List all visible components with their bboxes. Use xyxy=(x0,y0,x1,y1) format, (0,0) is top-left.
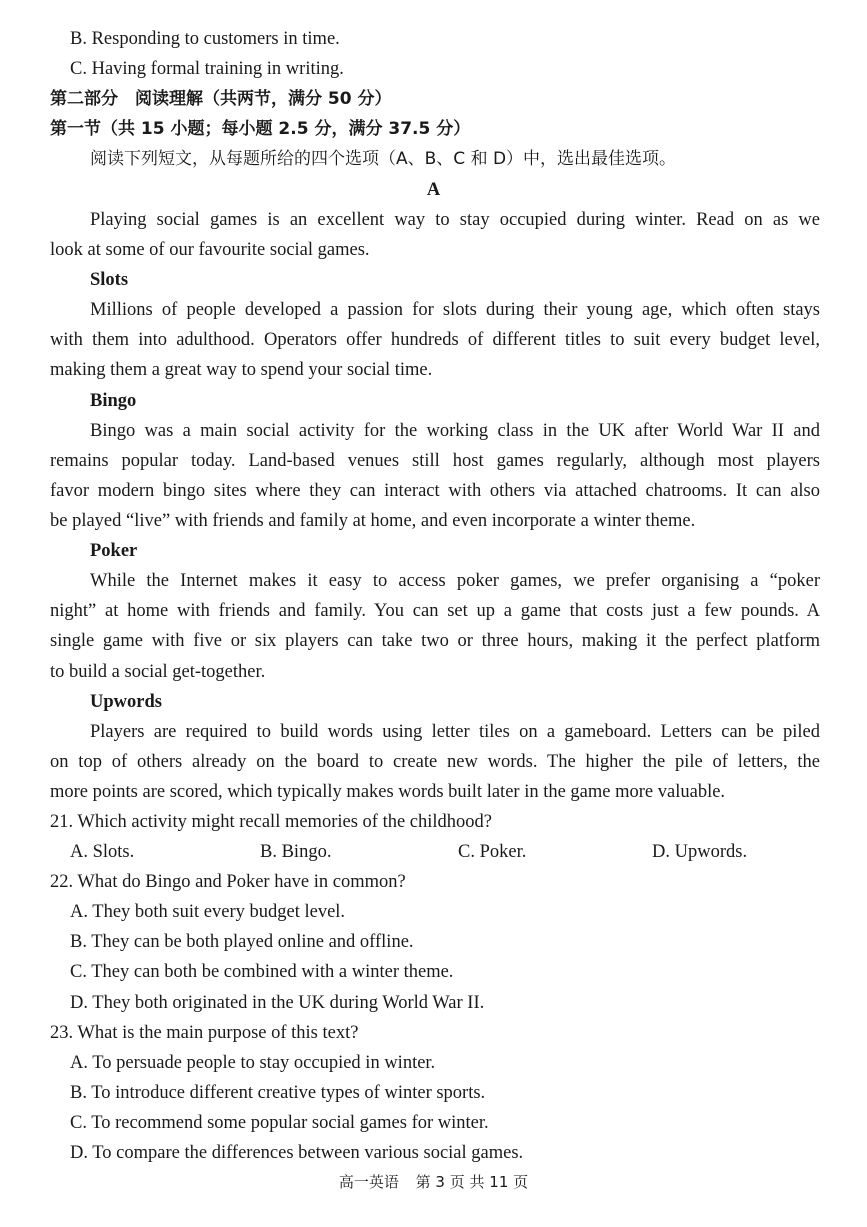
slots-title: Slots xyxy=(90,270,129,290)
q23-option-c: C. To recommend some popular social games for winter. xyxy=(70,1113,489,1133)
q23-option-b: B. To introduce different creative types of winter sports. xyxy=(70,1083,486,1103)
q23-option-a: A. To persuade people to stay occupied in winter. xyxy=(70,1053,436,1073)
q21-option-b: B. Bingo. xyxy=(260,842,332,862)
q21-option-d: D. Upwords. xyxy=(652,842,748,862)
q23-stem: 23. What is the main purpose of this text? xyxy=(50,1023,359,1043)
q23-option-d: D. To compare the differences between various social games. xyxy=(70,1143,524,1163)
q22-option-c: C. They can both be combined with a winter theme. xyxy=(70,962,454,982)
poker-line: to build a social get-together. xyxy=(50,662,266,682)
footer-page-number: 第 3 页 共 11 页 xyxy=(415,1173,529,1191)
q22-option-d: D. They both originated in the UK during World War II. xyxy=(70,993,485,1013)
slots-line: with them into adulthood. Operators offer hundreds of different titles to suit every budget level, xyxy=(50,330,820,350)
footer-subject: 高一英语 xyxy=(338,1173,399,1191)
prev-option-b: B. Responding to customers in time. xyxy=(70,29,340,49)
bingo-line: be played “live” with friends and family at home, and even incorporate a winter theme. xyxy=(50,511,696,531)
passage-label: A xyxy=(426,180,441,200)
q22-stem: 22. What do Bingo and Poker have in common? xyxy=(50,872,406,892)
bingo-line: Bingo was a main social activity for the working class in the UK after World War II and xyxy=(90,421,820,441)
q21-option-a: A. Slots. xyxy=(70,842,135,862)
instruction: 阅读下列短文，从每题所给的四个选项（A、B、C 和 D）中，选出最佳选项。 xyxy=(90,149,677,169)
upwords-line: more points are scored, which typically makes words built later in the game more valuable. xyxy=(50,782,726,802)
upwords-line: Players are required to build words using letter tiles on a gameboard. Letters can be piled xyxy=(90,722,820,742)
slots-line: Millions of people developed a passion for slots during their young age, which often stays xyxy=(90,300,820,320)
bingo-line: remains popular today. Land-based venues still host games regularly, although most players xyxy=(50,451,820,471)
intro-line: look at some of our favourite social games. xyxy=(50,240,370,260)
poker-line: single game with five or six players can take two or three hours, making it the perfect platform xyxy=(50,631,820,651)
q22-option-a: A. They both suit every budget level. xyxy=(70,902,346,922)
slots-line: making them a great way to spend your social time. xyxy=(50,360,433,380)
poker-title: Poker xyxy=(90,541,138,561)
q21-stem: 21. Which activity might recall memories of the childhood? xyxy=(50,812,492,832)
q21-option-c: C. Poker. xyxy=(458,842,527,862)
bingo-line: favor modern bingo sites where they can interact with others via attached chatrooms. It can also xyxy=(50,481,820,501)
poker-line: night” at home with friends and family. You can set up a game that costs just a few pounds. A xyxy=(50,601,820,621)
upwords-line: on top of others already on the board to create new words. The higher the pile of letters, the xyxy=(50,752,820,772)
upwords-title: Upwords xyxy=(90,692,162,712)
prev-option-c: C. Having formal training in writing. xyxy=(70,59,344,79)
page-footer xyxy=(0,1171,867,1193)
intro-line: Playing social games is an excellent way to stay occupied during winter. Read on as we xyxy=(90,210,820,230)
poker-line: While the Internet makes it easy to access poker games, we prefer organising a “poker xyxy=(90,571,820,591)
part-heading: 第二部分 阅读理解（共两节，满分 50 分） xyxy=(50,89,392,109)
bingo-title: Bingo xyxy=(90,391,137,411)
q22-option-b: B. They can be both played online and offline. xyxy=(70,932,414,952)
section-heading: 第一节（共 15 小题；每小题 2.5 分，满分 37.5 分） xyxy=(50,119,471,139)
